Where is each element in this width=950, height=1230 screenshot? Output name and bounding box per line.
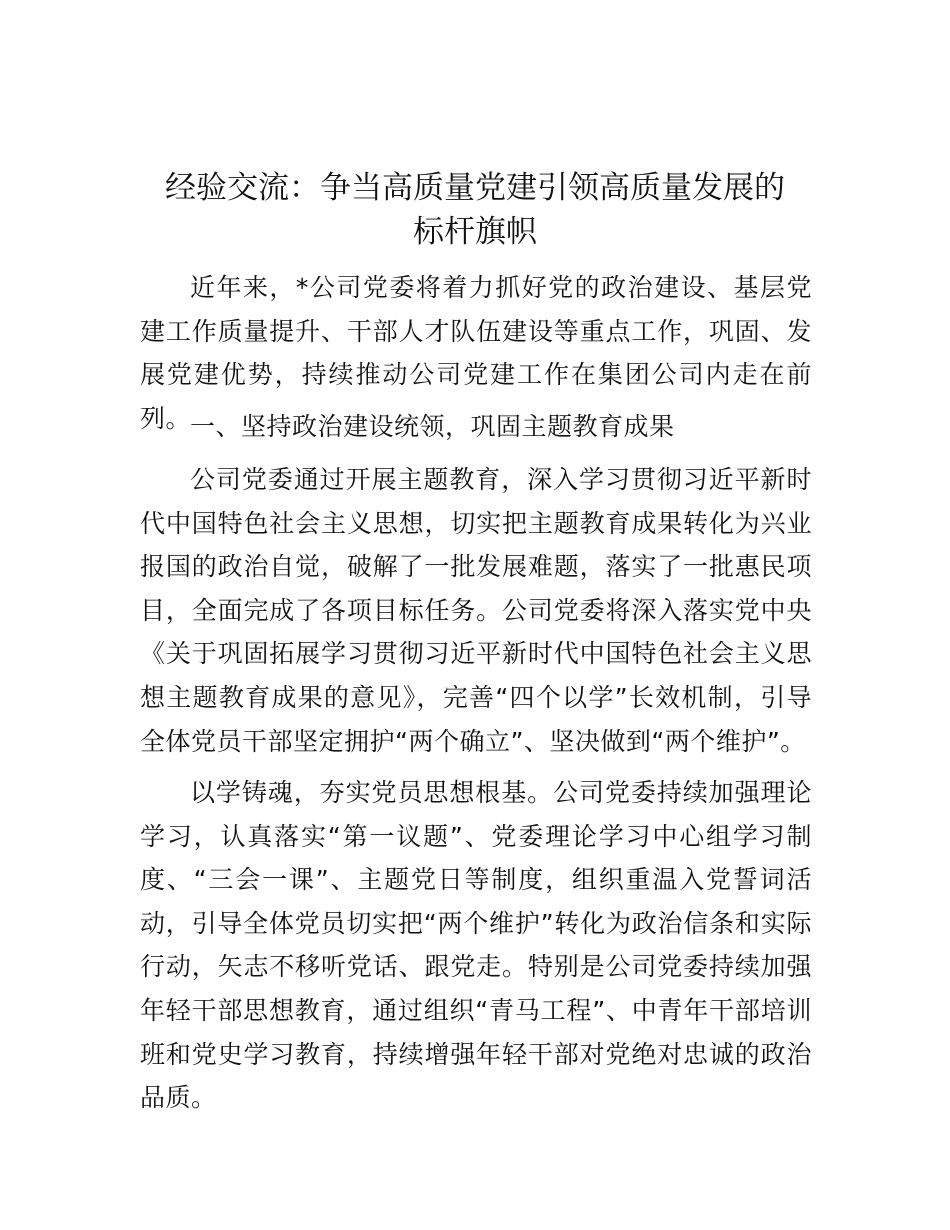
body-paragraph-1: 公司党委通过开展主题教育，深入学习贯彻习近平新时代中国特色社会主义思想，切实把主题教育成果转化为兴业报国的政治自觉，破解了一批发展难题，落实了一批惠民项目，全面完成了各项目标任务。公司党委将深入落实党中央《关于巩固拓展学习贯彻习近平新时代中国特色社会主义思想主题教育成果的意见》，完善“四个以学”长效机制，引导全体党员干部坚定拥护“两个确立”、坚决做到“两个维护”。 — [140, 465, 812, 756]
intro-paragraph: 近年来，*公司党委将着力抓好党的政治建设、基层党建工作质量提升、干部人才队伍建设等重点工作，巩固、发展党建优势，持续推动公司党建工作在集团公司内走在前列。 — [140, 273, 812, 433]
document-title-line-2: 标杆旗帜 — [413, 214, 537, 250]
document-title-line-1: 经验交流：争当高质量党建引领高质量发展的 — [165, 170, 785, 206]
section-heading-1: 一、坚持政治建设统领，巩固主题教育成果 — [190, 412, 675, 441]
body-paragraph-2: 以学铸魂，夯实党员思想根基。公司党委持续加强理论学习，认真落实“第一议题”、党委理论学习中心组学习制度、“三会一课”、主题党日等制度，组织重温入党誓词活动，引导全体党员切实把“两个维护”转化为政治信条和实际行动，矢志不移听党话、跟党走。特别是公司党委持续加强年轻干部思想教育，通过组织“青马工程”、中青年干部培训班和党史学习教育，持续增强年轻干部对党绝对忠诚的政治品质。 — [140, 778, 812, 1113]
